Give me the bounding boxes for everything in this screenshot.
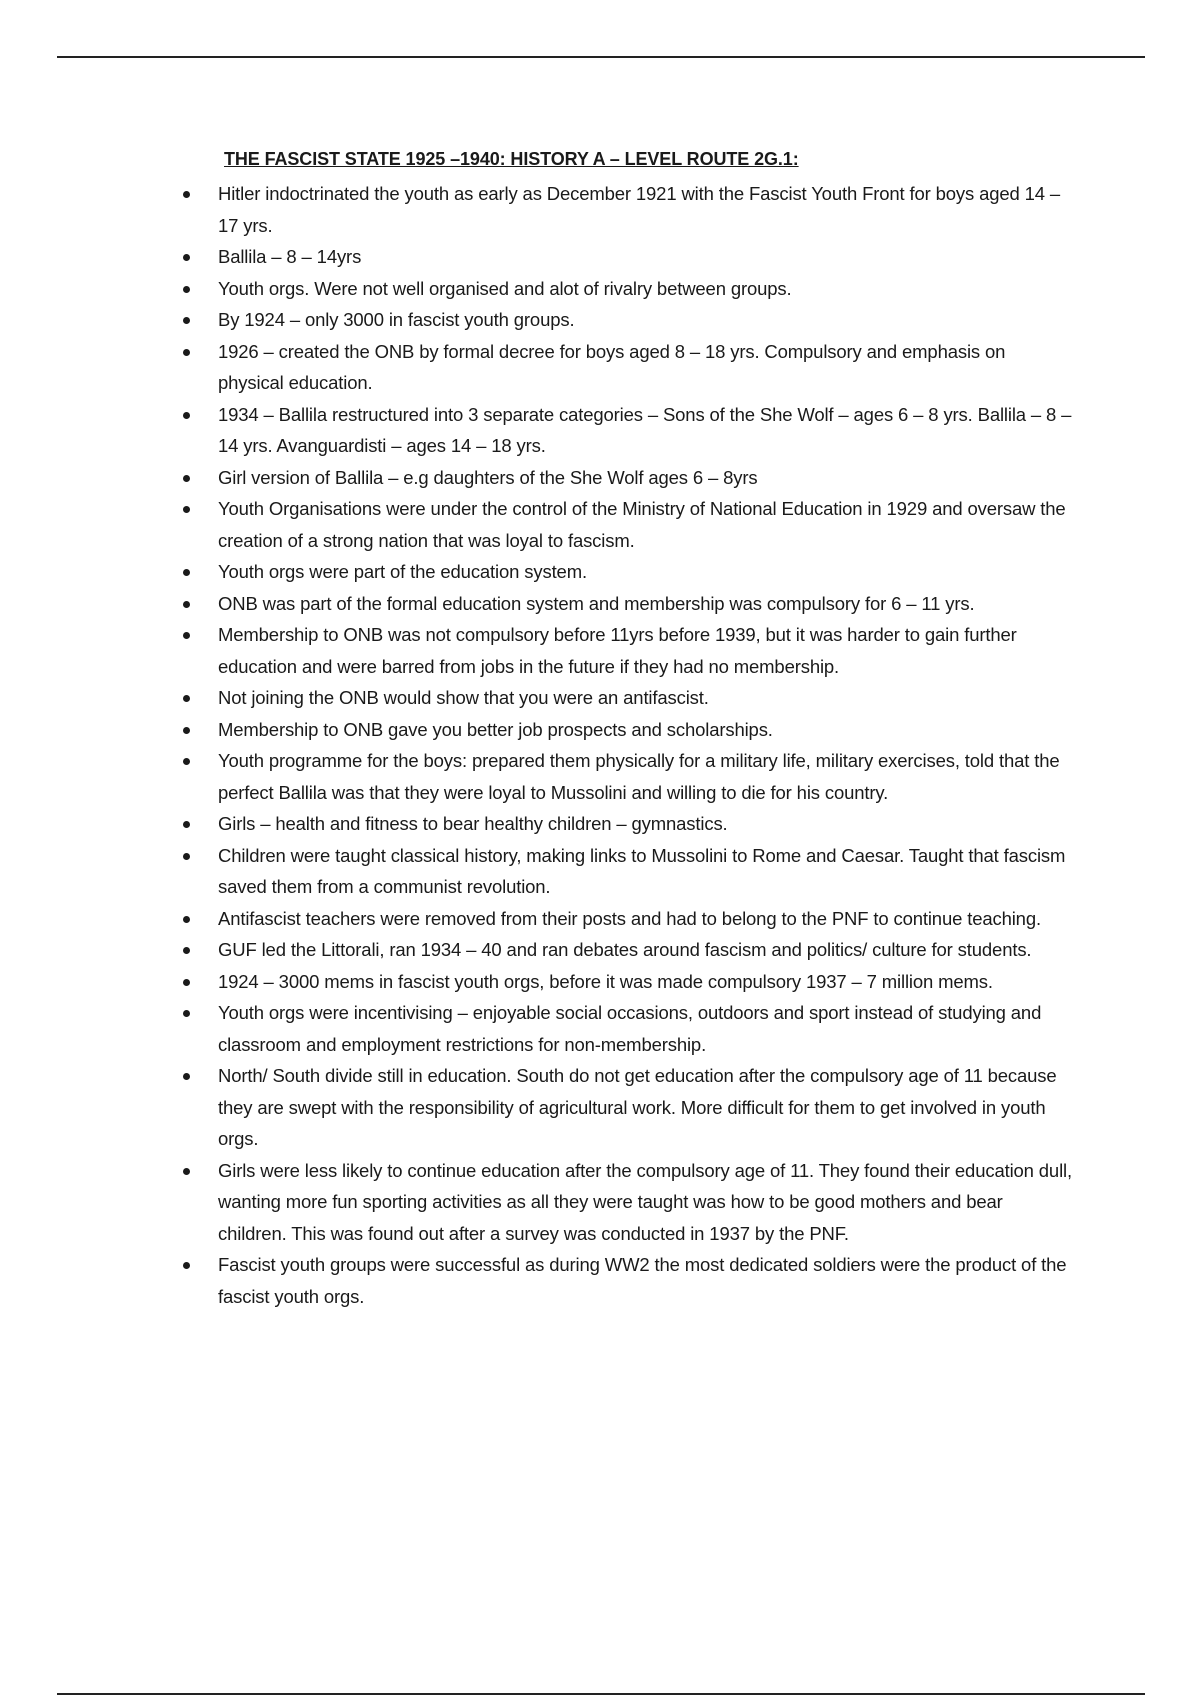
bullet-icon — [183, 821, 190, 828]
list-item — [175, 934, 1075, 966]
list-item-text: Girl version of Ballila – e.g daughters of the She Wolf ages 6 – 8yrs — [218, 466, 758, 488]
list-item-text: Youth Organisations were under the control of the Ministry of National Education in 1929 and oversaw the creation of a strong nation that was loyal to fascism. — [218, 498, 1066, 551]
page-title: THE FASCIST STATE 1925 –1940: HISTORY A – LEVEL ROUTE 2G.1: — [224, 149, 799, 169]
list-item — [175, 241, 1075, 273]
list-item-text: Youth orgs were incentivising – enjoyable social occasions, outdoors and sport instead of studying and classroom and employment restrictions for non-membership. — [218, 1002, 1042, 1055]
list-item — [175, 588, 1075, 620]
footer-rule — [57, 1693, 1145, 1695]
list-item — [175, 997, 1075, 1060]
list-item — [175, 1060, 1075, 1155]
bullet-icon — [183, 569, 190, 576]
list-item-text: Not joining the ONB would show that you were an antifascist. — [218, 687, 709, 708]
list-item-text: Girls – health and fitness to bear healthy children – gymnastics. — [218, 813, 728, 834]
bullet-icon — [183, 1010, 190, 1017]
bullet-icon — [183, 947, 190, 954]
list-item — [175, 966, 1075, 998]
list-item — [175, 808, 1075, 840]
list-item — [175, 304, 1075, 336]
bullet-icon — [183, 254, 190, 261]
bullet-icon — [183, 317, 190, 324]
list-item-text: Ballila – 8 – 14yrs — [218, 246, 362, 267]
list-item — [175, 745, 1075, 808]
list-item — [175, 462, 1075, 494]
list-item-text: 1926 – created the ONB by formal decree for boys aged 8 – 18 yrs. Compulsory and emphasis on physical education. — [218, 340, 1006, 393]
list-item-text: North/ South divide still in education. South do not get education after the compulsory age of 11 because they are swept with the responsibility of agricultural work. More difficult for them to get involved in youth orgs. — [218, 1065, 1057, 1149]
bullet-icon — [183, 727, 190, 734]
list-item — [175, 714, 1075, 746]
bullet-icon — [183, 979, 190, 986]
list-item — [175, 336, 1075, 399]
list-item-text: Membership to ONB was not compulsory before 11yrs before 1939, but it was harder to gain further education and were barred from jobs in the future if they had no membership. — [218, 624, 1017, 677]
list-item — [175, 399, 1075, 462]
bullet-icon — [183, 412, 190, 419]
list-item-text: By 1924 – only 3000 in fascist youth groups. — [218, 309, 575, 330]
bullet-icon — [183, 506, 190, 513]
bullet-icon — [183, 601, 190, 608]
bullet-icon — [183, 695, 190, 702]
list-item — [175, 682, 1075, 714]
list-item — [175, 556, 1075, 588]
bullet-icon — [183, 758, 190, 765]
list-item — [175, 1249, 1075, 1312]
bullet-icon — [183, 1073, 190, 1080]
list-item-text: Youth orgs were part of the education system. — [218, 561, 587, 582]
bullet-icon — [183, 286, 190, 293]
bullet-icon — [183, 1168, 190, 1175]
list-item — [175, 178, 1075, 241]
list-item-text: GUF led the Littorali, ran 1934 – 40 and ran debates around fascism and politics/ culture for students. — [218, 939, 1032, 960]
bullet-icon — [183, 853, 190, 860]
list-item-text: Hitler indoctrinated the youth as early as December 1921 with the Fascist Youth Front for boys aged 14 – 17 yrs. — [218, 183, 1061, 236]
list-item — [175, 840, 1075, 903]
list-item-text: 1934 – Ballila restructured into 3 separate categories – Sons of the She Wolf – ages 6 – 8 yrs. Ballila – 8 – 14 yrs. Avanguardisti – ages 14 – 18 yrs. — [218, 403, 1072, 456]
list-item-text: Fascist youth groups were successful as during WW2 the most dedicated soldiers were the product of the fascist youth orgs. — [218, 1254, 1067, 1307]
bullet-icon — [183, 916, 190, 923]
list-item — [175, 273, 1075, 305]
list-item — [175, 1155, 1075, 1250]
list-item-text: ONB was part of the formal education system and membership was compulsory for 6 – 11 yrs. — [218, 592, 975, 614]
list-item — [175, 493, 1075, 556]
bullet-icon — [183, 1262, 190, 1269]
list-item — [175, 903, 1075, 935]
list-item — [175, 619, 1075, 682]
list-item-text: 1924 – 3000 mems in fascist youth orgs, before it was made compulsory 1937 – 7 million mems. — [218, 970, 993, 992]
list-item-text: Children were taught classical history, making links to Mussolini to Rome and Caesar. Taught that fascism saved them from a communist revolution. — [218, 844, 1066, 897]
list-item-text: Membership to ONB gave you better job prospects and scholarships. — [218, 718, 773, 740]
bullet-icon — [183, 349, 190, 356]
list-item-text: Antifascist teachers were removed from their posts and had to belong to the PNF to continue teaching. — [218, 907, 1041, 929]
bullet-icon — [183, 191, 190, 198]
list-item-text: Youth programme for the boys: prepared them physically for a military life, military exercises, told that the perfect Ballila was that they were loyal to Mussolini and willing to die for his country. — [218, 750, 1060, 803]
list-item-text: Girls were less likely to continue education after the compulsory age of 11. They found their education dull, wanting more fun sporting activities as all they were taught was how to be good mothers and bear children. This was found out after a survey was conducted in 1937 by the PNF. — [218, 1159, 1072, 1244]
header-rule — [57, 56, 1145, 58]
bullet-list — [175, 178, 1075, 1312]
bullet-icon — [183, 475, 190, 482]
list-item-text: Youth orgs. Were not well organised and alot of rivalry between groups. — [218, 277, 792, 299]
bullet-icon — [183, 632, 190, 639]
